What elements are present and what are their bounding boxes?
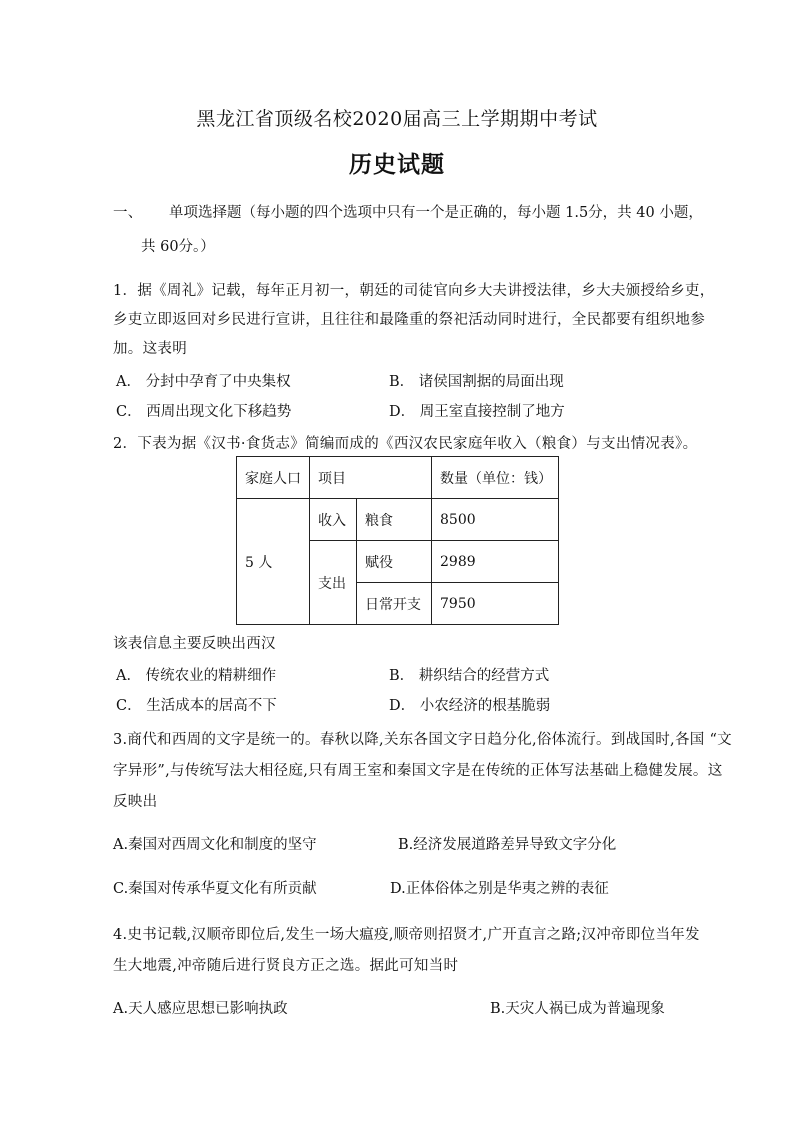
section-number: 一、 — [113, 205, 143, 221]
q2-option-d: D． 小农经济的根基脆弱 — [389, 698, 551, 714]
q2-option-c: C． 生活成本的居高不下 — [116, 698, 277, 714]
q2-option-a: A． 传统农业的精耕细作 — [116, 668, 277, 684]
q3-option-a: A.秦国对西周文化和制度的坚守 — [113, 837, 317, 853]
q2-stem: 2．下表为据《汉书·食货志》简编而成的《西汉农民家庭年收入（粮食）与支出情况表》。 — [113, 436, 698, 452]
table-header-amount: 数量（单位：钱） — [432, 457, 559, 499]
q1-option-c: C． 西周出现文化下移趋势 — [116, 404, 292, 420]
q2-option-b: B． 耕织结合的经营方式 — [389, 668, 550, 684]
q3-stem-line2: 字异形”,与传统写法大相径庭,只有周王室和秦国文字是在传统的正体写法基础上稳健发展。这 — [113, 763, 723, 779]
q3-stem-line1: 3.商代和西周的文字是统一的。春秋以降,关东各国文字日趋分化,俗体流行。到战国时,各国 “文 — [113, 732, 732, 748]
q4-stem-line2: 生大地震,冲帝随后进行贤良方正之选。据此可知当时 — [113, 958, 459, 974]
table-cell-population: 5 人 — [237, 499, 310, 625]
table-header-item: 项目 — [310, 457, 432, 499]
page-title: 黑龙江省顶级名校2020届高三上学期期中考试 — [196, 108, 598, 130]
q4-option-b: B.天灾人祸已成为普遍现象 — [490, 1001, 665, 1017]
q2-after-table: 该表信息主要反映出西汉 — [113, 636, 276, 652]
income-expense-table — [236, 456, 559, 625]
table-cell-grain: 粮食 — [357, 499, 432, 541]
table-cell-daily: 日常开支 — [357, 583, 432, 625]
q1-stem-line3: 加。这表明 — [113, 341, 187, 357]
q3-stem-line3: 反映出 — [113, 794, 158, 810]
table-cell-expense: 支出 — [310, 541, 357, 625]
q4-option-a: A.天人感应思想已影响执政 — [113, 1001, 288, 1017]
table-cell-tax: 赋役 — [357, 541, 432, 583]
q3-option-b: B.经济发展道路差异导致文字分化 — [398, 837, 617, 853]
q3-option-c: C.秦国对传承华夏文化有所贡献 — [113, 881, 317, 897]
page-subtitle: 历史试题 — [349, 151, 445, 178]
table-cell-income: 收入 — [310, 499, 357, 541]
q1-option-d: D． 周王室直接控制了地方 — [389, 404, 565, 420]
q1-stem-line1: 1．据《周礼》记载，每年正月初一，朝廷的司徒官向乡大夫讲授法律，乡大夫颁授给乡吏， — [113, 283, 715, 299]
table-cell-grain-value: 8500 — [432, 499, 559, 541]
section-instructions-line1: 单项选择题（每小题的四个选项中只有一个是正确的，每小题 1.5分，共 40 小题， — [169, 205, 703, 221]
q4-stem-line1: 4.史书记载,汉顺帝即位后,发生一场大瘟疫,顺帝则招贤才,广开直言之路;汉冲帝即位当年发 — [113, 927, 700, 943]
table-header-population: 家庭人口 — [237, 457, 310, 499]
section-instructions-line2: 共 60分。） — [141, 239, 215, 255]
q1-option-a: A． 分封中孕育了中央集权 — [116, 374, 291, 390]
table-cell-daily-value: 7950 — [432, 583, 559, 625]
q3-option-d: D.正体俗体之别是华夷之辨的表征 — [390, 881, 609, 897]
q1-option-b: B． 诸侯国割据的局面出现 — [389, 374, 564, 390]
q1-stem-line2: 乡吏立即返回对乡民进行宣讲，且往往和最隆重的祭祀活动同时进行，全民都要有组织地参 — [113, 312, 705, 328]
table-cell-tax-value: 2989 — [432, 541, 559, 583]
